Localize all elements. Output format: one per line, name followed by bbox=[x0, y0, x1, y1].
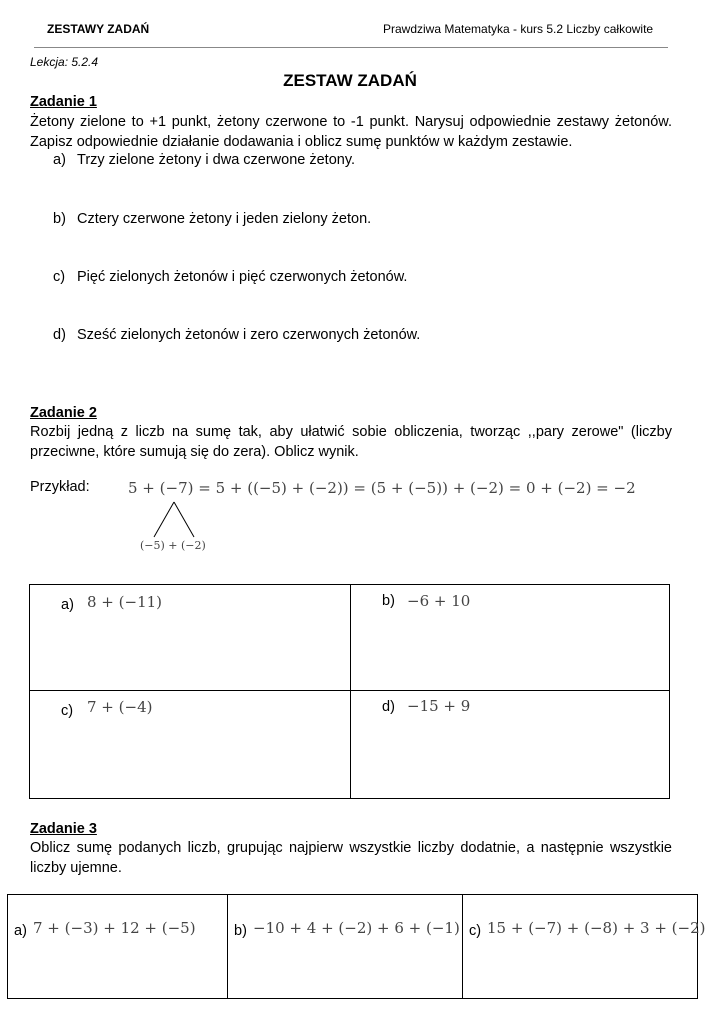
task2-answer-grid bbox=[29, 584, 670, 799]
task1-text: Żetony zielone to +1 punkt, żetony czerwone to -1 punkt. Narysuj odpowiednie zestawy żetonów. Zapisz odpowiednie działanie dodawania i oblicz sumę punktów w każdym zestawie. bbox=[30, 114, 672, 150]
cell-label: d) bbox=[382, 699, 395, 715]
task2-cell-a[interactable] bbox=[30, 585, 351, 691]
cell-expression: 7 + (−3) + 12 + (−5) bbox=[33, 919, 196, 937]
item-label: b) bbox=[53, 211, 66, 227]
cell-expression: −10 + 4 + (−2) + 6 + (−1) bbox=[253, 919, 460, 937]
task3-cell-a[interactable] bbox=[8, 895, 228, 999]
cell-label: c) bbox=[469, 923, 482, 939]
item-text: Trzy zielone żetony i dwa czerwone żetony. bbox=[77, 152, 356, 168]
task3-cell-c[interactable] bbox=[463, 895, 706, 999]
task1-item-a bbox=[53, 152, 355, 168]
cell-label: a) bbox=[14, 923, 27, 939]
item-text: Pięć zielonych żetonów i pięć czerwonych żetonów. bbox=[77, 269, 408, 285]
task3-heading: Zadanie 3 bbox=[30, 821, 97, 837]
item-label: d) bbox=[53, 327, 66, 343]
cell-expression: −15 + 9 bbox=[407, 697, 471, 715]
task1-item-c bbox=[53, 269, 407, 285]
task3-text: Oblicz sumę podanych liczb, grupując najpierw wszystkie liczby dodatnie, a następnie wszystkie liczby ujemne. bbox=[30, 840, 672, 876]
cell-label: b) bbox=[382, 593, 395, 609]
item-text: Sześć zielonych żetonów i zero czerwonych żetonów. bbox=[77, 327, 421, 343]
lesson-label: Lekcja: 5.2.4 bbox=[30, 55, 99, 69]
cell-label: a) bbox=[61, 597, 74, 613]
task2-cell-d[interactable] bbox=[351, 691, 670, 799]
task3-cell-b[interactable] bbox=[228, 895, 463, 999]
task1-item-b bbox=[53, 211, 371, 227]
task2-heading: Zadanie 2 bbox=[30, 405, 97, 421]
cell-expression: 15 + (−7) + (−8) + 3 + (−2) bbox=[487, 919, 706, 937]
example-split: (−5) + (−2) bbox=[140, 539, 206, 552]
cell-expression: −6 + 10 bbox=[407, 592, 471, 610]
example-label: Przykład: bbox=[30, 479, 90, 495]
task3-answer-grid bbox=[7, 894, 706, 999]
task1-heading: Zadanie 1 bbox=[30, 94, 97, 110]
task2-cell-b[interactable] bbox=[351, 585, 670, 691]
cell-label: b) bbox=[234, 923, 247, 939]
cell-expression: 8 + (−11) bbox=[87, 593, 163, 611]
example-expression: 5 + (−7) = 5 + ((−5) + (−2)) = (5 + (−5)) + (−2) = 0 + (−2) = −2 bbox=[128, 479, 636, 497]
page-title: ZESTAW ZADAŃ bbox=[283, 71, 417, 90]
task2-text: Rozbij jedną z liczb na sumę tak, aby ułatwić sobie obliczenia, tworząc ,,pary zerowe" (liczby przeciwne, które sumują się do zera). Oblicz wynik. bbox=[30, 424, 672, 460]
item-label: a) bbox=[53, 152, 66, 168]
item-text: Cztery czerwone żetony i jeden zielony żeton. bbox=[77, 211, 372, 227]
cell-expression: 7 + (−4) bbox=[87, 698, 153, 716]
header-divider bbox=[34, 47, 668, 48]
task1-item-d bbox=[53, 327, 420, 343]
item-label: c) bbox=[53, 269, 66, 285]
split-branch-lines bbox=[150, 500, 200, 540]
header-left: ZESTAWY ZADAŃ bbox=[47, 22, 150, 36]
cell-label: c) bbox=[61, 703, 74, 719]
header-right: Prawdziwa Matematyka - kurs 5.2 Liczby całkowite bbox=[383, 22, 654, 36]
task2-cell-c[interactable] bbox=[30, 691, 351, 799]
